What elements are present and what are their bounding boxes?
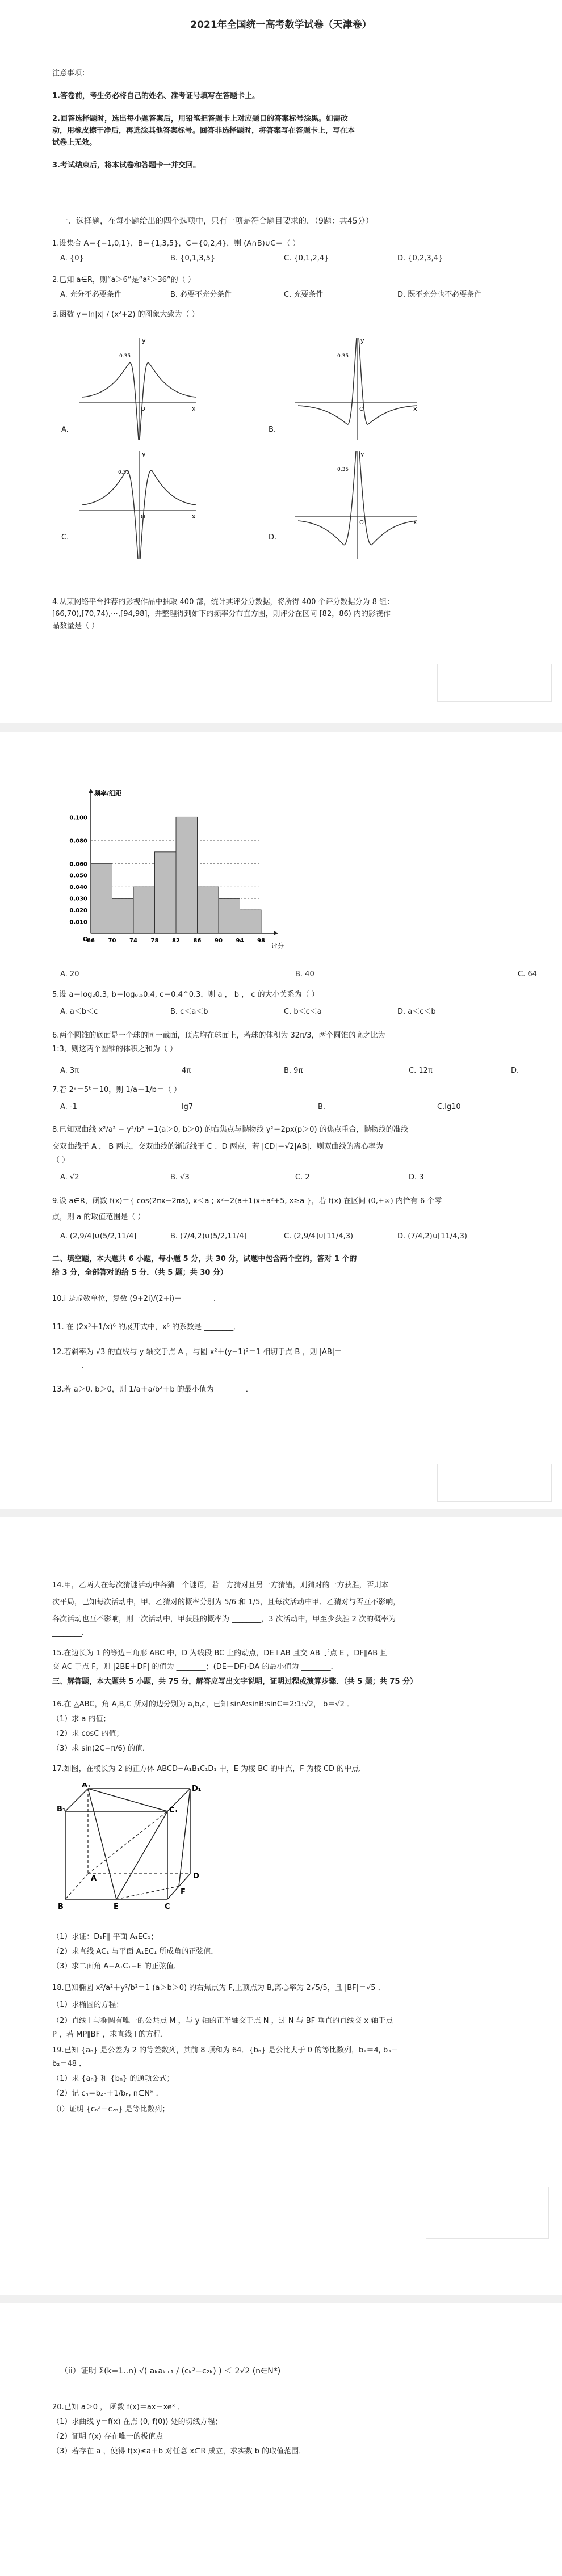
q10-stem: 10.i 是虚数单位，复数 (9+2i)/(2+i)＝ ________． [52, 1295, 221, 1303]
tick-label: 0.35 [337, 467, 349, 473]
label-d1: D₁ [192, 1785, 202, 1793]
q19-part-1: （1）求 {aₙ} 和 {bₙ} 的通项公式； [52, 2075, 174, 2083]
section-2-heading-2: 给 3 分，全部答对的给 5 分．（共 5 题；共 30 分） [52, 1268, 228, 1277]
curve-left [82, 363, 139, 440]
y-axis-label: y [142, 337, 146, 344]
q9-option-c: C. (2,9/4]∪[11/4,3) [284, 1232, 354, 1241]
q14-line-4: ________． [52, 1629, 90, 1637]
curve-left [298, 338, 357, 424]
label-c1: C₁ [169, 1806, 178, 1815]
q16-part-1: （1）求 a 的值； [52, 1715, 111, 1723]
y-tick-label: 0.030 [69, 896, 87, 903]
note-1: 1.答卷前，考生务必将自己的姓名、准考证号填写在答题卡上。 [52, 92, 259, 100]
line-ac1 [88, 1811, 167, 1874]
q9-line-2: 点，则 a 的取值范围是（ ） [52, 1213, 145, 1221]
q3-option-b-label: B. [269, 425, 276, 434]
histogram-bar [176, 817, 198, 933]
q2-stem: 2.已知 a∈R，则“a＞6”是“a²＞36”的（ ） [52, 276, 195, 284]
edge-a1b1 [65, 1789, 88, 1811]
tick-label: 0.35 [119, 353, 131, 359]
q4-option-b: B. 40 [295, 970, 314, 979]
y-tick-label: 0.050 [69, 872, 87, 879]
x-tick-label: 66 [87, 938, 95, 944]
q2-option-b: B. 必要不充分条件 [170, 290, 232, 299]
q20-stem: 20.已知 a＞0 ， 函数 f(x)＝ax－xeˣ ． [52, 2403, 185, 2411]
page-4 [0, 2303, 562, 2576]
q19-line-1: 19.已知 {aₙ} 是公差为 2 的等差数列，其前 8 项和为 64．{bₙ} 是公比大于 0 的等比数列，b₁＝4, b₃－ [52, 2046, 399, 2055]
q8-option-a: A. √2 [60, 1173, 79, 1182]
q1-stem: 1.设集合 A＝{−1,0,1}，B＝{1,3,5}，C＝{0,2,4}，则 (A∩B)∪C＝（ ） [52, 239, 300, 248]
q11-stem: 11. 在 (2x³＋1/x)⁶ 的展开式中，x⁶ 的系数是 ________． [52, 1323, 241, 1331]
notes-heading: 注意事项： [52, 69, 90, 78]
y-axis-label: y [360, 337, 364, 344]
q7-option-a2: lg7 [182, 1103, 194, 1111]
q2-option-d: D. 既不充分也不必要条件 [397, 290, 482, 299]
y-axis-label: y [360, 450, 364, 458]
q8-option-b: B. √3 [170, 1173, 190, 1182]
curve-right [140, 470, 196, 559]
x-axis-label: x [192, 513, 196, 520]
curve-left [82, 470, 138, 559]
x-tick-label: 94 [236, 938, 244, 944]
q4-option-a: A. 20 [60, 970, 79, 979]
q1-option-d: D. {0,2,3,4} [397, 254, 443, 263]
x-axis-title: 评分 [271, 942, 284, 950]
x-axis-label: x [413, 405, 417, 412]
q3-graph-b [295, 335, 420, 442]
answer-box [437, 1464, 552, 1502]
histogram-bar [155, 852, 177, 933]
origin-label: O [141, 406, 145, 412]
q5-option-c: C. b＜c＜a [284, 1007, 322, 1016]
line-a1c1 [88, 1789, 167, 1811]
histogram-bar [112, 899, 134, 933]
tick-label: 0.35 [337, 353, 349, 359]
q18-part-2a: （2）直线 l 与椭圆有唯一的公共点 M ，与 y 轴的正半轴交于点 N ，过 N 与 BF 垂直的直线交 x 轴于点 [52, 2017, 393, 2025]
note-2c: 试卷上无效。 [52, 138, 97, 147]
q16-stem: 16.在 △ABC，角 A,B,C 所对的边分别为 a,b,c，已知 sinA:sinB:sinC＝2:1:√2， b＝√2 ． [52, 1700, 354, 1709]
cube-diagram [57, 1783, 204, 1913]
y-tick-label: 0.060 [69, 861, 87, 868]
q6-line-1: 6.两个圆锥的底面是一个球的同一截面，顶点均在球面上，若球的体积为 32π/3，两个圆锥的高之比为 [52, 1031, 385, 1040]
x-tick-label: 82 [172, 938, 180, 944]
q16-part-3: （3）求 sin(2C−π/6) 的值． [52, 1744, 150, 1753]
q6-option-c: C. 12π [409, 1066, 433, 1075]
q2-option-c: C. 充要条件 [284, 290, 324, 299]
origin-label: O [359, 406, 364, 412]
x-tick-label: 86 [193, 938, 202, 944]
q8-line-1: 8.已知双曲线 x²/a² − y²/b² ＝1(a＞0, b＞0) 的右焦点与抛物线 y²＝2px(p＞0) 的焦点重合，抛物线的准线 [52, 1125, 408, 1134]
q16-part-2: （2）求 cosC 的值； [52, 1730, 124, 1738]
label-b: B [58, 1903, 64, 1911]
label-a: A [91, 1874, 97, 1883]
section-1-heading: 一、选择题，在每小题给出的四个选项中，只有一项是符合题目要求的．（9题：共45分） [60, 217, 374, 226]
histogram-bar [133, 887, 155, 933]
y-axis-title: 频率/组距 [94, 790, 122, 797]
q18-part-1: （1）求椭圆的方程； [52, 2001, 124, 2009]
q8-line-2: 交双曲线于 A ， B 两点，交双曲线的渐近线于 C 、D 两点，若 |CD|＝√2|AB|．则双曲线的离心率为 [52, 1142, 383, 1151]
q19-part-2: （2）记 cₙ＝b₂ₙ＋1/bₙ, n∈N* ． [52, 2089, 163, 2098]
q4-option-c: C. 64 [518, 970, 537, 979]
q9-line-1: 9.设 a∈R，函数 f(x)＝{ cos(2πx−2πa), x＜a ; x²−2(a+1)x+a²+5, x≥a }，若 f(x) 在区间 (0,+∞) 内恰有 6 个零 [52, 1197, 442, 1205]
q17-part-2: （2）求直线 AC₁ 与平面 A₁EC₁ 所成角的正弦值． [52, 1947, 219, 1956]
q17-part-3: （3）求二面角 A−A₁C₁−E 的正弦值． [52, 1962, 181, 1971]
answer-box [437, 664, 552, 702]
q6-option-a: A. 3π [60, 1066, 79, 1075]
q1-option-c: C. {0,1,2,4} [284, 254, 329, 263]
q14-line-2: 次平局，已知每次活动中，甲、乙猜对的概率分别为 5/6 和 1/5，且每次活动中甲、乙猜对与否互不影响， [52, 1598, 401, 1607]
answer-box [426, 2187, 549, 2239]
x-tick-label: 98 [257, 938, 265, 944]
q20-part-2: （2）证明 f(x) 存在唯一的极值点 [52, 2432, 163, 2441]
y-tick-label: 0.100 [69, 815, 87, 821]
y-tick-label: 0.080 [69, 838, 87, 845]
histogram-bar [91, 863, 112, 933]
y-tick-label: 0.010 [69, 919, 87, 926]
x-arrow [274, 931, 278, 935]
label-e: E [114, 1903, 119, 1911]
x-tick-label: 70 [108, 938, 116, 944]
q1-option-a: A. {0} [60, 254, 84, 263]
page-title: 2021年全国统一高考数学试卷（天津卷） [190, 19, 372, 31]
q4-line-3: 品数量是（ ） [52, 622, 99, 630]
page-3 [0, 1517, 562, 2295]
q6-option-d: D. [511, 1066, 519, 1075]
q1-option-b: B. {0,1,3,5} [170, 254, 216, 263]
q4-line-2: [66,70),[70,74),⋯,[94,98]，并整理得到如下的频率分布直方图，则评分在区间 [82，86) 内的影视作 [52, 610, 391, 618]
label-f: F [181, 1888, 186, 1896]
q2-option-a: A. 充分不必要条件 [60, 290, 121, 299]
line-ec1 [116, 1811, 167, 1899]
page-2 [0, 732, 562, 1509]
q5-option-a: A. a＜b＜c [60, 1007, 98, 1016]
q8-option-c: C. 2 [295, 1173, 310, 1182]
x-tick-label: 90 [215, 938, 223, 944]
note-3: 3.考试结束后，将本试卷和答题卡一并交回。 [52, 161, 200, 170]
q4-line-1: 4.从某网络平台推荐的影视作品中抽取 400 部，统计其评分分数据，将所得 400 个评分数据分为 8 组： [52, 598, 395, 606]
q19-part-3: （i）证明 {cₙ²－c₂ₙ} 是等比数列； [52, 2105, 170, 2114]
edge-ab [65, 1874, 88, 1899]
frequency-histogram [51, 783, 301, 959]
x-tick-label: 78 [150, 938, 159, 944]
origin-label: O [83, 935, 89, 943]
q9-option-a: A. (2,9/4]∪(5/2,11/4] [60, 1232, 137, 1241]
curve-right [359, 451, 417, 545]
q7-option-b: B. [318, 1103, 326, 1111]
tick-label: 0.35 [118, 470, 130, 475]
curve-left [298, 451, 356, 545]
q14-line-3: 各次活动也互不影响，则一次活动中，甲获胜的概率为 ________，3 次活动中，甲至少获胜 2 次的概率为 [52, 1615, 396, 1624]
q14-line-1: 14.甲，乙两人在每次猜谜活动中各猜一个谜语，若一方猜对且另一方猜错，则猜对的一方获胜，否则本 [52, 1581, 389, 1590]
q19-line-2: b₂＝48 ． [52, 2060, 87, 2068]
q15-line-1: 15.在边长为 1 的等边三角形 ABC 中，D 为线段 BC 上的动点，DE⊥AB 且交 AB 于点 E ，DF∥AB 且 [52, 1649, 388, 1658]
curve-right [140, 363, 196, 440]
q20-part-3: （3）若存在 a ，使得 f(x)≤a＋b 对任意 x∈R 成立，求实数 b 的取值范围． [52, 2447, 307, 2456]
y-axis-label: y [142, 450, 146, 458]
q3-stem: 3.函数 y＝ln|x| / (x²+2) 的图象大致为（ ） [52, 310, 199, 319]
q19-part-ii: （ii）证明 Σ(k=1..n) √( aₖaₖ₊₁ / (cₖ²−c₂ₖ) ) ＜ 2√2 (n∈N*) [60, 2367, 281, 2376]
note-2b: 动，用橡皮擦干净后，再选涂其他答案标号。回答非选择题时，将答案写在答题卡上，写在本 [52, 127, 355, 135]
page-1 [0, 0, 562, 723]
q8-line-3: （ ） [52, 1156, 70, 1165]
label-a1: A₁ [82, 1783, 91, 1790]
section-2-heading-1: 二、填空题，本大题共 6 小题，每小题 5 分，共 30 分，试题中包含两个空的，答对 1 个的 [52, 1255, 357, 1263]
curve-right [359, 338, 417, 424]
label-c: C [165, 1903, 170, 1911]
y-tick-label: 0.040 [69, 884, 87, 891]
q6-line-2: 1:3，则这两个圆锥的体积之和为（ ） [52, 1045, 178, 1053]
histogram-bar [219, 899, 240, 933]
label-b1: B₁ [57, 1805, 66, 1814]
histogram-bar [240, 910, 262, 933]
x-axis-label: x [192, 405, 196, 412]
q18-part-2b: P ，若 MP∥BF ，求直线 l 的方程． [52, 2030, 169, 2039]
q3-graph-d [295, 448, 420, 562]
q7-option-a: A. -1 [60, 1103, 77, 1111]
line-d1f [179, 1789, 190, 1886]
q5-option-b: B. c＜a＜b [170, 1007, 208, 1016]
q3-option-c-label: C. [61, 533, 69, 542]
label-d: D [193, 1872, 199, 1881]
q18-stem: 18.已知椭圆 x²/a²＋y²/b²＝1 (a＞b＞0) 的右焦点为 F,上顶点为 B,离心率为 2√5/5，且 |BF|＝√5 ． [52, 1984, 385, 1992]
q6-option-b: B. 9π [284, 1066, 303, 1075]
y-arrow [89, 789, 93, 793]
q12-line-1: 12.若斜率为 √3 的直线与 y 轴交于点 A ，与圆 x²＋(y−1)²＝1 相切于点 B ，则 |AB|＝ [52, 1348, 342, 1356]
q7-stem: 7.若 2ᵃ＝5ᵇ＝10，则 1/a＋1/b＝（ ） [52, 1086, 182, 1094]
q13-stem: 13.若 a＞0, b＞0，则 1/a＋a/b²＋b 的最小值为 ________． [52, 1385, 253, 1394]
q5-option-d: D. a＜c＜b [397, 1007, 436, 1016]
q12-line-2: ________． [52, 1361, 90, 1370]
q6-option-a2: 4π [182, 1066, 191, 1075]
x-axis-label: x [413, 518, 417, 526]
q15-line-2: 交 AC 于点 F，则 |2BE＋DF| 的值为 ________；(DE＋DF)·DA 的最小值为 ________． [52, 1663, 338, 1671]
origin-label: O [141, 514, 145, 520]
q17-stem: 17.如图，在棱长为 2 的正方体 ABCD−A₁B₁C₁D₁ 中，E 为棱 BC 的中点，F 为棱 CD 的中点． [52, 1765, 367, 1773]
q9-option-b: B. (7/4,2)∪(5/2,11/4] [170, 1232, 247, 1241]
y-tick-label: 0.020 [69, 908, 87, 914]
q8-option-d: D. 3 [409, 1173, 424, 1182]
q7-option-c: C.lg10 [437, 1103, 461, 1111]
histogram-bar [198, 887, 219, 933]
q5-stem: 5.设 a＝log₂0.3, b＝log₀.₅0.4, c＝0.4^0.3，则 a ， b ， c 的大小关系为（ ） [52, 990, 319, 999]
origin-label: O [359, 520, 364, 526]
q20-part-1: （1）求曲线 y＝f(x) 在点 (0, f(0)) 处的切线方程； [52, 2418, 223, 2426]
q3-graph-a [79, 335, 199, 442]
section-3-heading: 三、解答题，本大题共 5 小题，共 75 分，解答应写出文字说明，证明过程或演算步骤．（共 5 题；共 75 分） [52, 1677, 417, 1686]
note-2a: 2.回答选择题时，选出每小题答案后，用铅笔把答题卡上对应题目的答案标号涂黑。如需改 [52, 115, 348, 123]
q3-graph-c [79, 448, 199, 562]
q17-part-1: （1）求证：D₁F∥ 平面 A₁EC₁； [52, 1933, 158, 1941]
x-tick-label: 74 [129, 938, 137, 944]
q3-option-d-label: D. [269, 533, 277, 542]
q9-option-d: D. (7/4,2)∪[11/4,3) [397, 1232, 467, 1241]
q3-option-a-label: A. [61, 425, 69, 434]
